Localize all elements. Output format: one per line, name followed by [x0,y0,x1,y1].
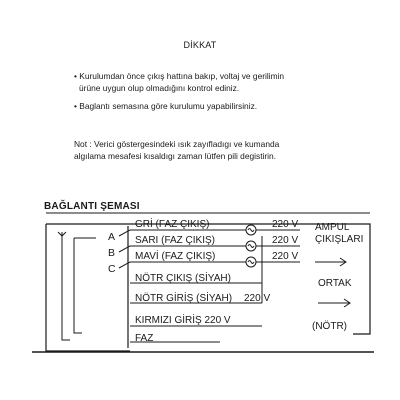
enclosure-outline [46,224,130,351]
wire-voltage: 220 V [244,293,271,304]
wire-label: KIRMIZI GİRİŞ 220 V [135,315,231,326]
wire-label: GRİ (FAZ ÇIKIŞ) [135,219,210,230]
common-label: ORTAK [318,278,352,289]
outputs-label: AMPUL [315,222,350,233]
common-label: (NÖTR) [312,321,347,332]
antenna-icon [58,232,66,246]
notice-bullet-line: • Kurulumdan önce çıkış hattına bakıp, voltaj ve gerilimin [74,71,285,81]
notice-bullet-line: ürüne uygun olup olmadığını kontrol ediniz. [79,83,240,93]
wire-label: SARI (FAZ ÇIKIŞ) [135,235,216,246]
wire-label: NÖTR ÇIKIŞ (SİYAH) [135,273,231,284]
wire-voltage: 220 V [272,251,299,262]
lamp-icon [246,241,256,251]
channel-b-label: B [108,247,116,259]
wire-label: MAVİ (FAZ ÇIKIŞ) [135,251,216,262]
receiver-box [74,238,82,333]
receiver-feed-line [62,246,70,340]
notice-bullet-wiring: • Baglantı semasına göre kurulumu yapabilirsiniz. [74,101,258,111]
wire-voltage: 220 V [272,235,299,246]
note-line: Not : Verici göstergesindeki ısık zayıfladıgı ve kumanda [74,139,280,149]
lamp-icon [246,257,256,267]
channel-a-label: A [108,231,116,243]
diagram-title: BAĞLANTI ŞEMASI [44,201,140,212]
lamp-icon [246,225,256,235]
notice-title: DİKKAT [183,40,217,50]
outputs-label: ÇIKIŞLARI [315,234,364,245]
wire-voltage: 220 V [272,219,299,230]
channel-c-label: C [108,263,116,275]
wire-label: NÖTR GİRİŞ (SİYAH) [135,293,233,304]
note-line: algılama mesafesi kısaldıgı zaman lütfen pili degistirin. [74,151,277,161]
wire-label: FAZ [135,333,154,344]
